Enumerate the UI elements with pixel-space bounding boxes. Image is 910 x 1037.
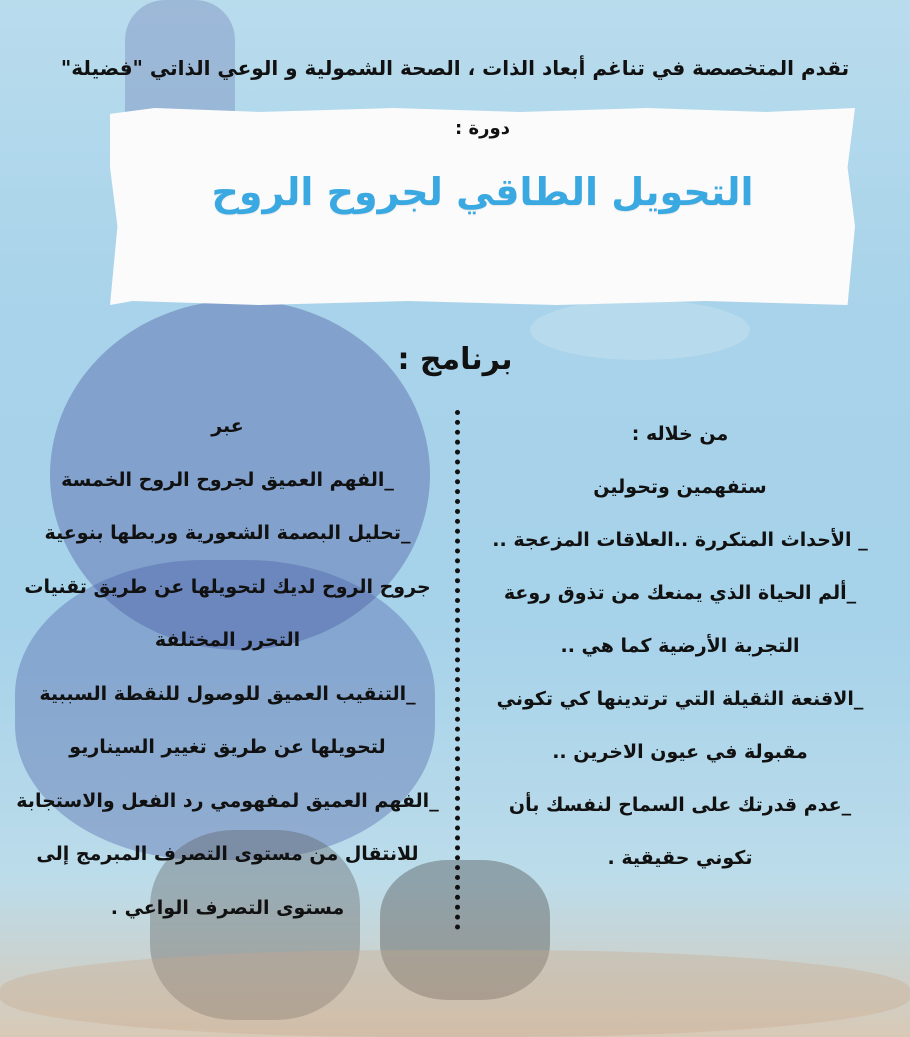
left-column [0, 400, 455, 935]
left-line: _التنقيب العميق للوصول للنقطة السببية [39, 682, 416, 705]
right-line: من خلاله : [631, 423, 729, 445]
right-line: _الاقنعة الثقيلة التي ترتدينها كي تكوني [496, 688, 864, 710]
right-line: التجربة الأرضية كما هي .. [560, 635, 800, 657]
right-line: _عدم قدرتك على السماح لنفسك بأن [508, 794, 852, 816]
left-line: جروح الروح لديك لتحويلها عن طريق تقنيات [24, 575, 431, 598]
left-line: لتحويلها عن طريق تغيير السيناريو [69, 736, 386, 758]
ground-shape [0, 950, 910, 1037]
left-line: التحرر المختلفة [154, 629, 301, 651]
course-title: التحويل الطاقي لجروح الروح [211, 170, 754, 214]
program-heading: برنامج : [397, 342, 513, 377]
course-label: دورة : [455, 118, 510, 139]
right-line: _ألم الحياة الذي يمنعك من تذوق روعة [503, 582, 857, 604]
left-line: _الفهم العميق لمفهومي رد الفعل والاستجابة [16, 789, 439, 812]
right-line: مقبولة في عيون الاخرين .. [552, 741, 808, 763]
left-line: عبر [211, 415, 244, 437]
left-line: _تحليل البصمة الشعورية وربطها بنوعية [44, 522, 411, 544]
left-line: للانتقال من مستوى التصرف المبرمج إلى [36, 843, 419, 865]
right-line: تكوني حقيقية . [607, 847, 753, 869]
right-line: _ الأحداث المتكررة ..العلاقات المزعجة .. [492, 529, 868, 551]
left-line: _الفهم العميق لجروح الروح الخمسة [61, 468, 394, 491]
right-column [470, 408, 890, 885]
left-line: مستوى التصرف الواعي . [110, 896, 345, 919]
intro-line: تقدم المتخصصة في تناغم أبعاد الذات ، الصحة الشمولية و الوعي الذاتي "فضيلة" [60, 56, 850, 80]
dotted-divider [455, 410, 460, 930]
right-line: ستفهمين وتحولين [593, 476, 767, 498]
